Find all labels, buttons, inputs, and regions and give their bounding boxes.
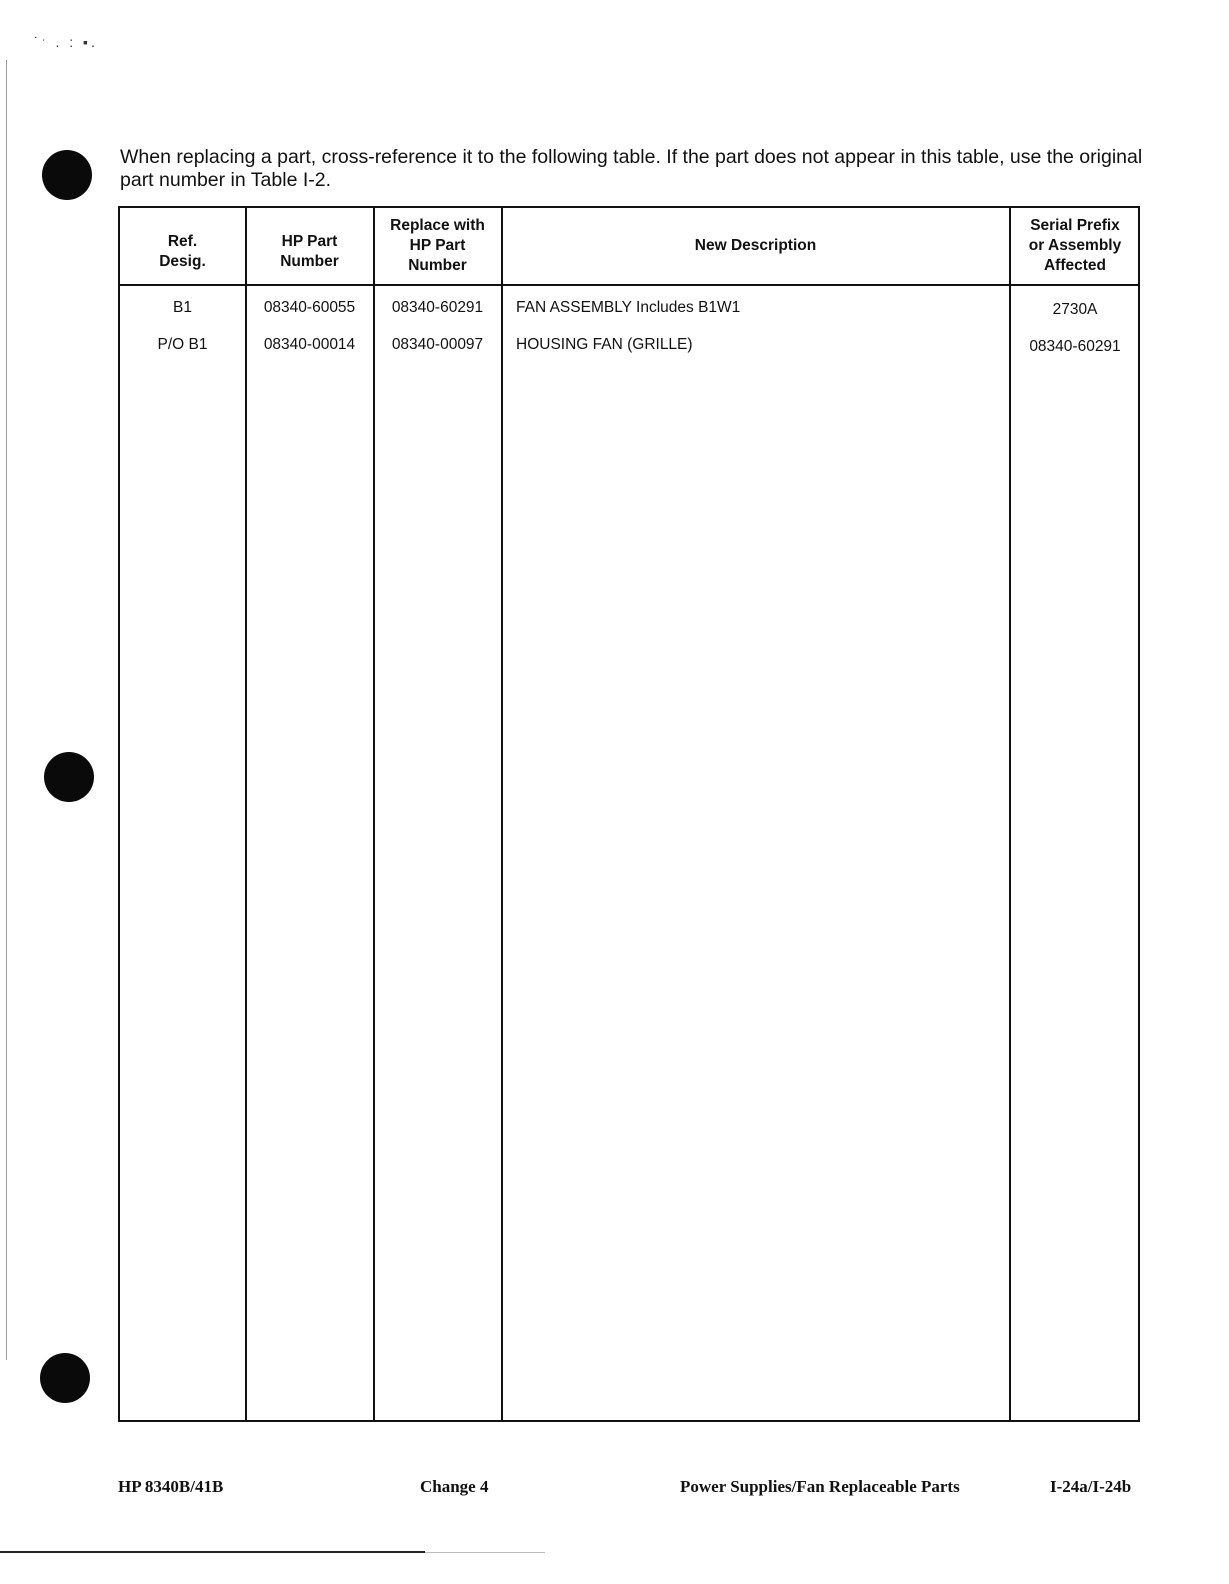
table-row-2-ref-desig: P/O B1 — [157, 336, 208, 353]
table-row-1-hp-part-number: 08340-60055 — [263, 299, 356, 316]
column-divider-2 — [373, 208, 375, 1420]
header-ref-desig: Ref. Desig. — [159, 233, 206, 270]
punch-hole-top — [42, 150, 92, 200]
replacement-parts-table — [118, 206, 1140, 1422]
table-row-2-replace-with: 08340-00097 — [391, 336, 484, 353]
punch-hole-bottom — [40, 1353, 90, 1403]
header-new-description: New Description — [694, 237, 817, 254]
footer-model: HP 8340B/41B — [118, 1477, 224, 1496]
header-serial-prefix: Serial Prefix or Assembly Affected — [1028, 217, 1122, 274]
table-row-2-hp-part-number: 08340-00014 — [263, 336, 356, 353]
scan-specks: ˙ˑ . : ▪. — [34, 34, 98, 50]
table-row-2-serial-prefix: 08340-60291 — [1029, 338, 1121, 355]
table-row-1-replace-with: 08340-60291 — [391, 299, 484, 316]
table-row-1-serial-prefix: 2730A — [1052, 301, 1098, 318]
footer-change: Change 4 — [420, 1477, 489, 1496]
footer-section: Power Supplies/Fan Replaceable Parts — [680, 1477, 960, 1496]
table-row-1-ref-desig: B1 — [173, 299, 192, 316]
bottom-rule — [0, 1551, 425, 1553]
intro-text: When replacing a part, cross-reference it to the following table. If the part does not appear in this table, use the original part number in Table I-2. — [120, 146, 1143, 191]
footer-page-number: I-24a/I-24b — [1050, 1477, 1132, 1496]
header-replace-with: Replace with HP Part Number — [390, 217, 485, 274]
punch-hole-middle — [44, 752, 94, 802]
table-row-2-description: HOUSING FAN (GRILLE) — [516, 336, 693, 353]
column-divider-1 — [245, 208, 247, 1420]
column-divider-3 — [501, 208, 503, 1420]
page-left-edge — [6, 60, 7, 1360]
column-divider-4 — [1009, 208, 1011, 1420]
header-divider — [120, 284, 1138, 286]
table-row-1-description: FAN ASSEMBLY Includes B1W1 — [516, 299, 741, 316]
header-hp-part-number: HP Part Number — [280, 233, 339, 270]
bottom-rule-faint — [425, 1552, 545, 1553]
